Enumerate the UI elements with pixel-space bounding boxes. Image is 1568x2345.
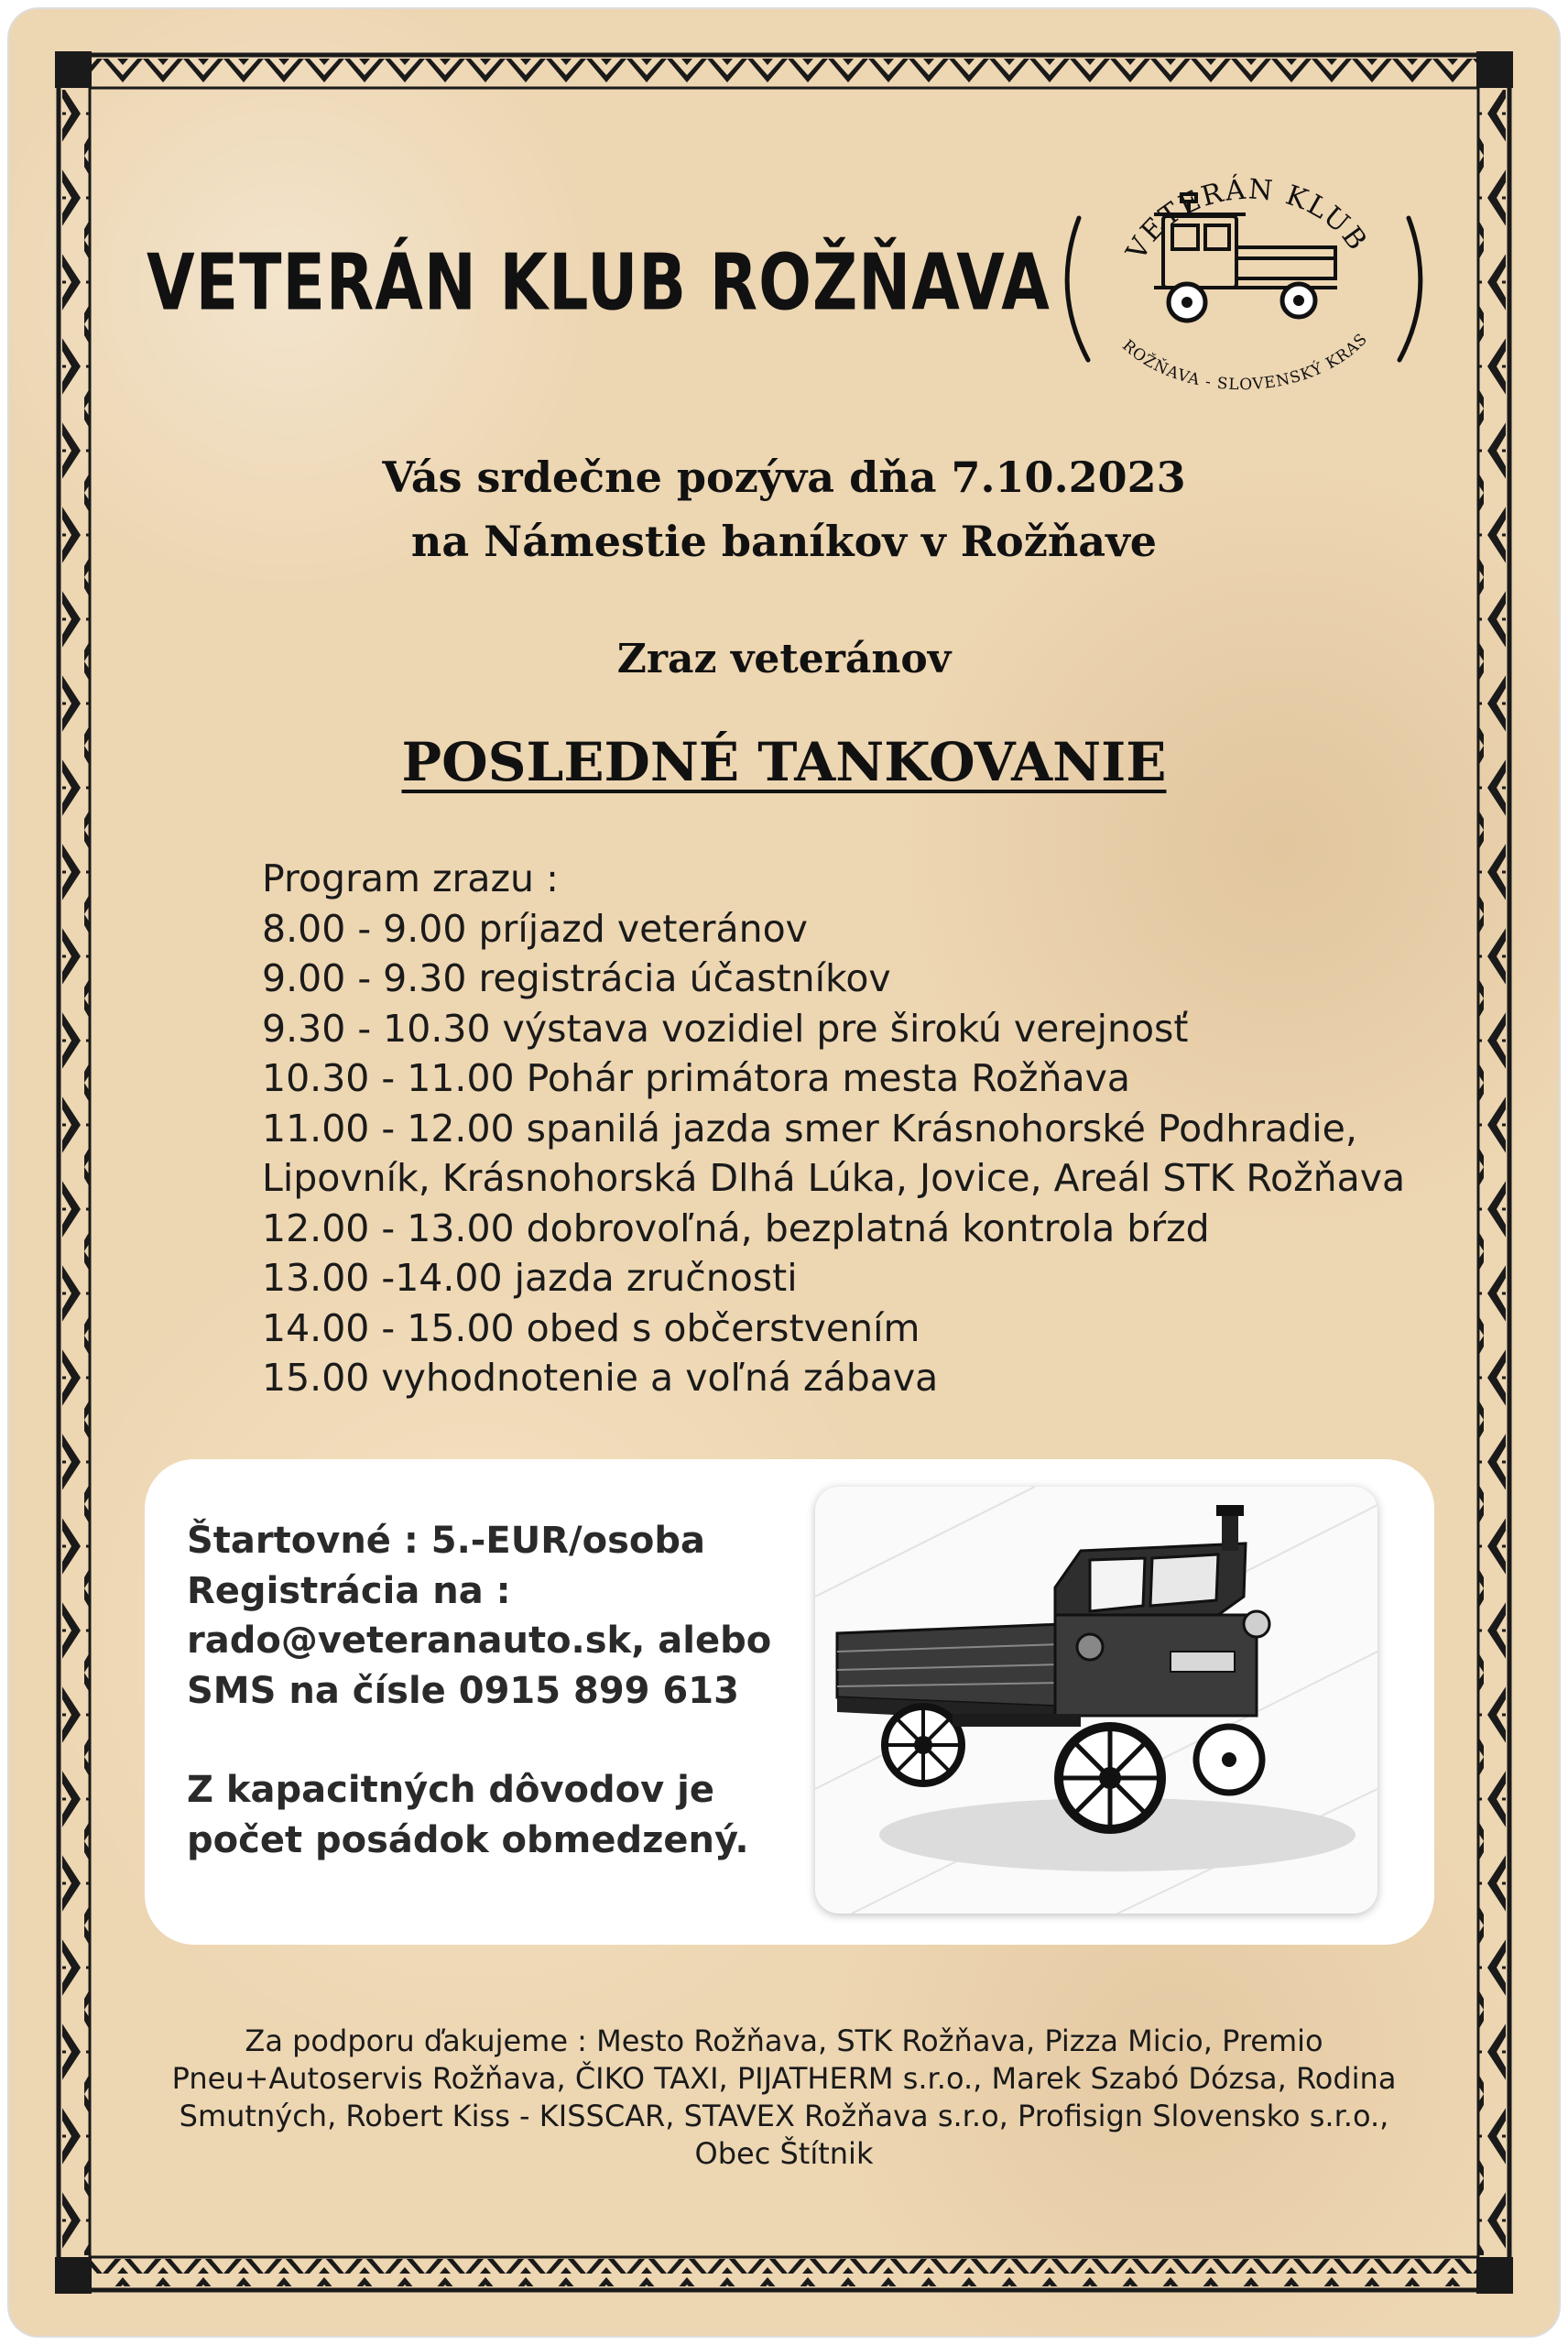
truck-illustration: [815, 1487, 1377, 1914]
club-logo: [1051, 163, 1436, 410]
sponsors-line-1: Za podporu ďakujeme : Mesto Rožňava, STK Rožňava, Pizza Micio, Premio: [245, 2023, 1323, 2058]
club-title: VETERÁN KLUB ROŽŇAVA: [147, 238, 1051, 329]
program-item: 13.00 -14.00 jazda zručnosti: [262, 1256, 798, 1300]
program-item: 9.30 - 10.30 výstava vozidiel pre širokú verejnosť: [262, 1006, 1189, 1051]
steam-truck-drawing: [815, 1487, 1377, 1914]
program-item: 11.00 - 12.00 spanilá jazda smer Krásnohorské Podhradie,: [262, 1106, 1357, 1151]
poster: [7, 7, 1561, 2338]
sponsors-line-2: Pneu+Autoservis Rožňava, ČIKO TAXI, PIJATHERM s.r.o., Marek Szabó Dózsa, Rodina: [171, 2061, 1397, 2096]
logo-arc-top: VETERÁN KLUB: [1120, 173, 1374, 267]
registration-label: Registrácia na :: [187, 1569, 511, 1612]
program-item: 15.00 vyhodnotenie a voľná zábava: [262, 1356, 939, 1400]
info-card: [145, 1459, 1434, 1945]
sponsors-line-4: Obec Štítnik: [694, 2136, 874, 2171]
logo-arc-bottom: ROŽŇAVA - SLOVENSKÝ KRAS: [1118, 330, 1372, 395]
registration-info: [187, 1516, 773, 1865]
subtitle: Zraz veteránov: [616, 636, 952, 682]
fee-text: Štartovné : 5.-EUR/osoba: [187, 1520, 706, 1562]
invitation-line-1: Vás srdečne pozýva dňa 7.10.2023: [382, 453, 1186, 502]
program-item: 8.00 - 9.00 príjazd veteránov: [262, 906, 808, 951]
program: [262, 854, 1453, 1403]
program-item: 14.00 - 15.00 obed s občerstvením: [262, 1305, 920, 1350]
sponsors: [117, 2023, 1451, 2173]
program-heading: Program zrazu :: [262, 856, 559, 900]
email-text: rado@veteranauto.sk, alebo: [187, 1620, 772, 1662]
svg-text:ROŽŇAVA - SLOVENSKÝ KRAS: [1118, 330, 1371, 394]
program-item: Lipovník, Krásnohorská Dlhá Lúka, Jovice, Areál STK Rožňava: [262, 1156, 1406, 1200]
capacity-note-line-2: počet posádok obmedzený.: [187, 1818, 749, 1861]
program-item: 12.00 - 13.00 dobrovoľná, bezplatná kontrola bŕzd: [262, 1205, 1210, 1250]
capacity-note-line-1: Z kapacitných dôvodov je: [187, 1769, 714, 1811]
program-item: 9.00 - 9.30 registrácia účastníkov: [262, 956, 891, 1000]
sponsors-line-3: Smutných, Robert Kiss - KISSCAR, STAVEX Rožňava s.r.o, Profisign Slovensko s.r.o.,: [179, 2099, 1389, 2133]
invitation-line-2: na Námestie baníkov v Rožňave: [410, 517, 1158, 566]
sms-text: SMS na čísle 0915 899 613: [187, 1669, 739, 1712]
invitation: [7, 445, 1561, 573]
program-item: 10.30 - 11.00 Pohár primátora mesta Rožňava: [262, 1056, 1131, 1100]
event-name: POSLEDNÉ TANKOVANIE: [401, 731, 1167, 793]
